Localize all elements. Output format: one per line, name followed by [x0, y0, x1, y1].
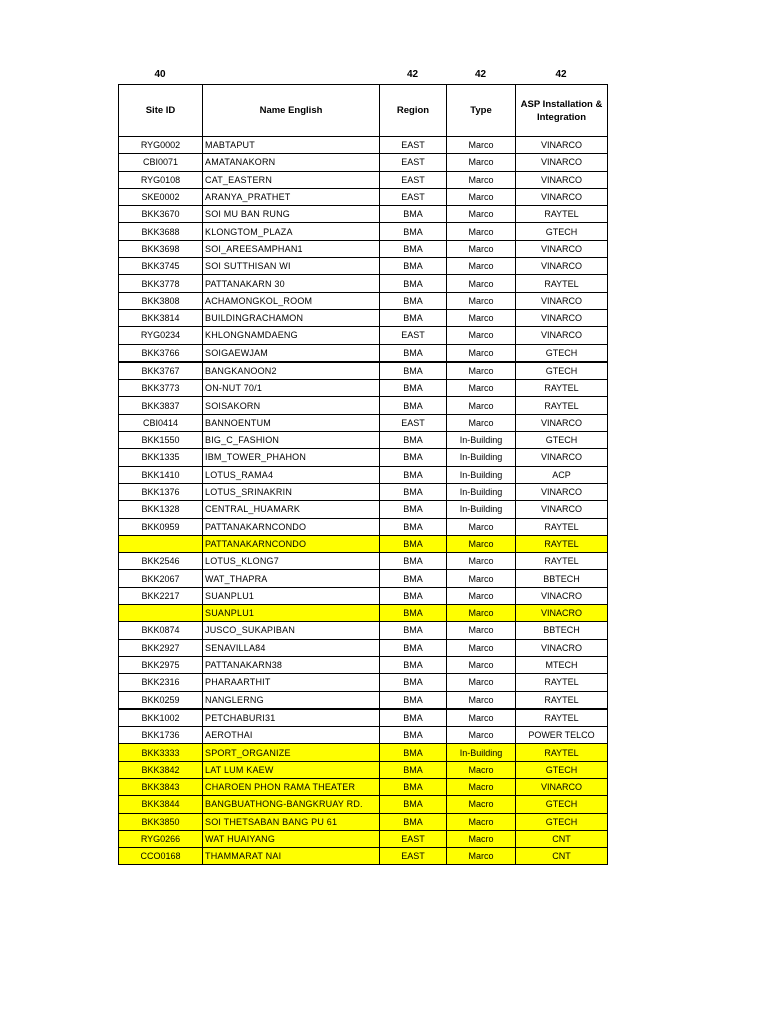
asp-cell: RAYTEL [516, 691, 608, 709]
region-cell: BMA [380, 553, 447, 570]
table-row [119, 137, 608, 154]
site-id-cell: BKK3767 [119, 362, 203, 380]
asp-cell: VINARCO [516, 171, 608, 188]
asp-cell: GTECH [516, 223, 608, 240]
site-name-cell: SOI THETSABAN BANG PU 61 [203, 813, 380, 830]
header-asp: ASP Installation & Integration [516, 85, 608, 137]
site-name-cell: WAT HUAIYANG [203, 830, 380, 847]
table-row [119, 553, 608, 570]
site-id-cell: BKK3814 [119, 309, 203, 326]
region-cell: BMA [380, 709, 447, 727]
site-name-cell: ACHAMONGKOL_ROOM [203, 292, 380, 309]
asp-cell: VINARCO [516, 154, 608, 171]
region-cell: BMA [380, 240, 447, 257]
site-id-cell: BKK3745 [119, 258, 203, 275]
type-cell: In-Building [447, 466, 516, 483]
table-row [119, 188, 608, 205]
site-id-cell: BKK3808 [119, 292, 203, 309]
site-id-cell: BKK3670 [119, 206, 203, 223]
site-name-cell: LOTUS_KLONG7 [203, 553, 380, 570]
site-name-cell: THAMMARAT NAI [203, 848, 380, 865]
site-name-cell: BANNOENTUM [203, 414, 380, 431]
region-cell: BMA [380, 639, 447, 656]
region-cell: EAST [380, 171, 447, 188]
site-id-cell: BKK3698 [119, 240, 203, 257]
site-id-cell: BKK2316 [119, 674, 203, 691]
asp-cell: RAYTEL [516, 206, 608, 223]
asp-cell: VINARCO [516, 778, 608, 795]
asp-cell: MTECH [516, 656, 608, 673]
region-cell: BMA [380, 535, 447, 552]
region-cell: BMA [380, 362, 447, 380]
site-name-cell: PHARAARTHIT [203, 674, 380, 691]
site-name-cell: LAT LUM KAEW [203, 761, 380, 778]
region-cell: BMA [380, 466, 447, 483]
table-row [119, 639, 608, 656]
site-id-cell: BKK2975 [119, 656, 203, 673]
site-id-cell: BKK0874 [119, 622, 203, 639]
table-row [119, 570, 608, 587]
asp-cell: GTECH [516, 432, 608, 449]
table-row [119, 501, 608, 518]
type-cell: Marco [447, 570, 516, 587]
type-cell: Marco [447, 309, 516, 326]
site-id-cell: BKK1328 [119, 501, 203, 518]
table-row [119, 397, 608, 414]
region-cell: BMA [380, 691, 447, 709]
site-table [118, 84, 608, 865]
type-cell: Marco [447, 362, 516, 380]
asp-cell: GTECH [516, 344, 608, 362]
type-cell: Marco [447, 674, 516, 691]
table-row [119, 535, 608, 552]
type-cell: Marco [447, 240, 516, 257]
type-cell: Marco [447, 691, 516, 709]
type-cell: Marco [447, 223, 516, 240]
asp-cell: VINARCO [516, 483, 608, 500]
site-name-cell: PATTANAKARN38 [203, 656, 380, 673]
site-name-cell: ON-NUT 70/1 [203, 380, 380, 397]
site-name-cell: BANGKANOON2 [203, 362, 380, 380]
type-cell: Marco [447, 258, 516, 275]
site-name-cell: SPORT_ORGANIZE [203, 744, 380, 761]
region-cell: BMA [380, 432, 447, 449]
region-cell: BMA [380, 501, 447, 518]
site-id-cell: BKK1376 [119, 483, 203, 500]
site-name-cell: CAT_EASTERN [203, 171, 380, 188]
count-region: 42 [406, 69, 419, 80]
region-cell: BMA [380, 778, 447, 795]
region-cell: BMA [380, 674, 447, 691]
type-cell: Marco [447, 535, 516, 552]
type-cell: Marco [447, 154, 516, 171]
site-id-cell: BKK0259 [119, 691, 203, 709]
region-cell: BMA [380, 275, 447, 292]
site-id-cell: BKK3773 [119, 380, 203, 397]
table-row [119, 778, 608, 795]
type-cell: Marco [447, 622, 516, 639]
site-id-cell: RYG0108 [119, 171, 203, 188]
region-cell: BMA [380, 292, 447, 309]
site-name-cell: ARANYA_PRATHET [203, 188, 380, 205]
site-id-cell: CBI0414 [119, 414, 203, 431]
site-id-cell: BKK3333 [119, 744, 203, 761]
asp-cell: RAYTEL [516, 553, 608, 570]
region-cell: EAST [380, 154, 447, 171]
site-id-cell: BKK3837 [119, 397, 203, 414]
asp-cell: RAYTEL [516, 275, 608, 292]
table-row [119, 813, 608, 830]
site-name-cell: CHAROEN PHON RAMA THEATER [203, 778, 380, 795]
region-cell: BMA [380, 587, 447, 604]
type-cell: In-Building [447, 432, 516, 449]
table-row [119, 240, 608, 257]
region-cell: BMA [380, 796, 447, 813]
site-name-cell: AEROTHAI [203, 727, 380, 744]
table-row [119, 258, 608, 275]
type-cell: Marco [447, 605, 516, 622]
type-cell: Macro [447, 813, 516, 830]
table-row [119, 171, 608, 188]
table-row [119, 292, 608, 309]
asp-cell: VINARCO [516, 292, 608, 309]
table-row [119, 518, 608, 535]
site-name-cell: KHLONGNAMDAENG [203, 327, 380, 344]
asp-cell: CNT [516, 830, 608, 847]
site-name-cell: SOIGAEWJAM [203, 344, 380, 362]
asp-cell: VINARCO [516, 188, 608, 205]
table-row [119, 309, 608, 326]
site-name-cell: PATTANAKARNCONDO [203, 535, 380, 552]
site-id-cell: BKK1002 [119, 709, 203, 727]
region-cell: BMA [380, 518, 447, 535]
region-cell: EAST [380, 188, 447, 205]
site-id-cell: BKK3843 [119, 778, 203, 795]
site-name-cell: BANGBUATHONG-BANGKRUAY RD. [203, 796, 380, 813]
table-row [119, 432, 608, 449]
table-row [119, 727, 608, 744]
site-name-cell: SOI_AREESAMPHAN1 [203, 240, 380, 257]
site-id-cell: BKK1410 [119, 466, 203, 483]
site-name-cell: PATTANAKARNCONDO [203, 518, 380, 535]
type-cell: Marco [447, 171, 516, 188]
asp-cell: VINARCO [516, 414, 608, 431]
type-cell: Marco [447, 553, 516, 570]
table-row [119, 483, 608, 500]
table-row [119, 327, 608, 344]
table-row [119, 206, 608, 223]
type-cell: Marco [447, 414, 516, 431]
type-cell: Marco [447, 380, 516, 397]
site-id-cell: RYG0002 [119, 137, 203, 154]
type-cell: In-Building [447, 744, 516, 761]
site-name-cell: BIG_C_FASHION [203, 432, 380, 449]
region-cell: BMA [380, 813, 447, 830]
table-row [119, 709, 608, 727]
count-site-id: 40 [154, 69, 166, 80]
table-row [119, 691, 608, 709]
type-cell: Marco [447, 397, 516, 414]
table-row [119, 362, 608, 380]
site-name-cell: LOTUS_SRINAKRIN [203, 483, 380, 500]
site-id-cell: BKK3844 [119, 796, 203, 813]
site-name-cell: SOI MU BAN RUNG [203, 206, 380, 223]
type-cell: Marco [447, 206, 516, 223]
type-cell: In-Building [447, 483, 516, 500]
type-cell: In-Building [447, 501, 516, 518]
region-cell: BMA [380, 761, 447, 778]
table-row [119, 761, 608, 778]
site-name-cell: CENTRAL_HUAMARK [203, 501, 380, 518]
region-cell: EAST [380, 848, 447, 865]
site-name-cell: SUANPLU1 [203, 587, 380, 604]
site-name-cell: MABTAPUT [203, 137, 380, 154]
site-name-cell: IBM_TOWER_PHAHON [203, 449, 380, 466]
region-cell: BMA [380, 570, 447, 587]
site-id-cell: BKK3850 [119, 813, 203, 830]
site-id-cell: CCO0168 [119, 848, 203, 865]
site-id-cell: BKK3766 [119, 344, 203, 362]
table-row [119, 344, 608, 362]
asp-cell: CNT [516, 848, 608, 865]
header-name-english: Name English [203, 85, 380, 137]
asp-cell: VINARCO [516, 258, 608, 275]
table-row [119, 587, 608, 604]
site-name-cell: LOTUS_RAMA4 [203, 466, 380, 483]
region-cell: BMA [380, 206, 447, 223]
type-cell: Macro [447, 830, 516, 847]
site-id-cell: BKK3688 [119, 223, 203, 240]
site-id-cell: BKK2546 [119, 553, 203, 570]
table-row [119, 154, 608, 171]
type-cell: Marco [447, 292, 516, 309]
region-cell: BMA [380, 483, 447, 500]
table-row [119, 796, 608, 813]
asp-cell: GTECH [516, 796, 608, 813]
type-cell: Macro [447, 761, 516, 778]
region-cell: EAST [380, 137, 447, 154]
region-cell: BMA [380, 380, 447, 397]
asp-cell: VINARCO [516, 137, 608, 154]
region-cell: EAST [380, 830, 447, 847]
site-name-cell: SOISAKORN [203, 397, 380, 414]
asp-cell: RAYTEL [516, 744, 608, 761]
asp-cell: ACP [516, 466, 608, 483]
table-row [119, 744, 608, 761]
type-cell: Marco [447, 587, 516, 604]
region-cell: BMA [380, 449, 447, 466]
table-row [119, 275, 608, 292]
table-row [119, 622, 608, 639]
asp-cell: BBTECH [516, 622, 608, 639]
type-cell: Marco [447, 344, 516, 362]
table-row [119, 674, 608, 691]
region-cell: BMA [380, 223, 447, 240]
type-cell: Marco [447, 275, 516, 292]
site-name-cell: NANGLERNG [203, 691, 380, 709]
region-cell: BMA [380, 744, 447, 761]
type-cell: Macro [447, 778, 516, 795]
type-cell: Marco [447, 709, 516, 727]
site-id-cell [119, 535, 203, 552]
asp-cell: POWER TELCO [516, 727, 608, 744]
type-cell: Marco [447, 727, 516, 744]
table-row [119, 830, 608, 847]
asp-cell: RAYTEL [516, 709, 608, 727]
region-cell: BMA [380, 656, 447, 673]
column-count-row [118, 69, 607, 83]
region-cell: BMA [380, 622, 447, 639]
asp-cell: VINARCO [516, 240, 608, 257]
table-row [119, 449, 608, 466]
asp-cell: RAYTEL [516, 397, 608, 414]
asp-cell: BBTECH [516, 570, 608, 587]
site-name-cell: SOI SUTTHISAN WI [203, 258, 380, 275]
region-cell: EAST [380, 414, 447, 431]
site-id-cell: CBI0071 [119, 154, 203, 171]
site-name-cell: PETCHABURI31 [203, 709, 380, 727]
type-cell: Marco [447, 848, 516, 865]
region-cell: BMA [380, 605, 447, 622]
site-id-cell: SKE0002 [119, 188, 203, 205]
site-name-cell: KLONGTOM_PLAZA [203, 223, 380, 240]
header-type: Type [447, 85, 516, 137]
asp-cell: VINARCO [516, 501, 608, 518]
asp-cell: VINACRO [516, 587, 608, 604]
table-row [119, 656, 608, 673]
header-row [119, 85, 608, 137]
asp-cell: GTECH [516, 362, 608, 380]
site-id-cell: BKK1736 [119, 727, 203, 744]
asp-cell: GTECH [516, 813, 608, 830]
site-name-cell: BUILDINGRACHAMON [203, 309, 380, 326]
asp-cell: VINARCO [516, 309, 608, 326]
region-cell: EAST [380, 327, 447, 344]
region-cell: BMA [380, 727, 447, 744]
table-row [119, 466, 608, 483]
region-cell: BMA [380, 258, 447, 275]
asp-cell: VINARCO [516, 327, 608, 344]
asp-cell: GTECH [516, 761, 608, 778]
site-name-cell: AMATANAKORN [203, 154, 380, 171]
site-name-cell: PATTANAKARN 30 [203, 275, 380, 292]
type-cell: In-Building [447, 449, 516, 466]
site-id-cell: BKK3778 [119, 275, 203, 292]
type-cell: Marco [447, 639, 516, 656]
asp-cell: RAYTEL [516, 674, 608, 691]
header-region: Region [380, 85, 447, 137]
site-id-cell: BKK2217 [119, 587, 203, 604]
site-name-cell: SENAVILLA84 [203, 639, 380, 656]
asp-cell: RAYTEL [516, 518, 608, 535]
site-id-cell: BKK2927 [119, 639, 203, 656]
table-row [119, 848, 608, 865]
type-cell: Marco [447, 518, 516, 535]
region-cell: BMA [380, 397, 447, 414]
site-id-cell: RYG0266 [119, 830, 203, 847]
region-cell: BMA [380, 309, 447, 326]
site-id-cell: BKK2067 [119, 570, 203, 587]
site-id-cell: BKK1550 [119, 432, 203, 449]
type-cell: Marco [447, 656, 516, 673]
site-id-cell: RYG0234 [119, 327, 203, 344]
site-name-cell: SUANPLU1 [203, 605, 380, 622]
asp-cell: VINACRO [516, 605, 608, 622]
asp-cell: VINARCO [516, 449, 608, 466]
site-id-cell: BKK3842 [119, 761, 203, 778]
table-row [119, 605, 608, 622]
type-cell: Marco [447, 137, 516, 154]
count-asp: 42 [555, 69, 567, 80]
site-id-cell: BKK0959 [119, 518, 203, 535]
asp-cell: RAYTEL [516, 535, 608, 552]
header-site-id: Site ID [119, 85, 203, 137]
count-type: 42 [474, 69, 487, 80]
site-name-cell: JUSCO_SUKAPIBAN [203, 622, 380, 639]
site-name-cell: WAT_THAPRA [203, 570, 380, 587]
table-row [119, 414, 608, 431]
site-id-cell: BKK1335 [119, 449, 203, 466]
site-id-cell [119, 605, 203, 622]
table-row [119, 380, 608, 397]
type-cell: Macro [447, 796, 516, 813]
type-cell: Marco [447, 188, 516, 205]
region-cell: BMA [380, 344, 447, 362]
type-cell: Marco [447, 327, 516, 344]
table-row [119, 223, 608, 240]
asp-cell: VINACRO [516, 639, 608, 656]
asp-cell: RAYTEL [516, 380, 608, 397]
